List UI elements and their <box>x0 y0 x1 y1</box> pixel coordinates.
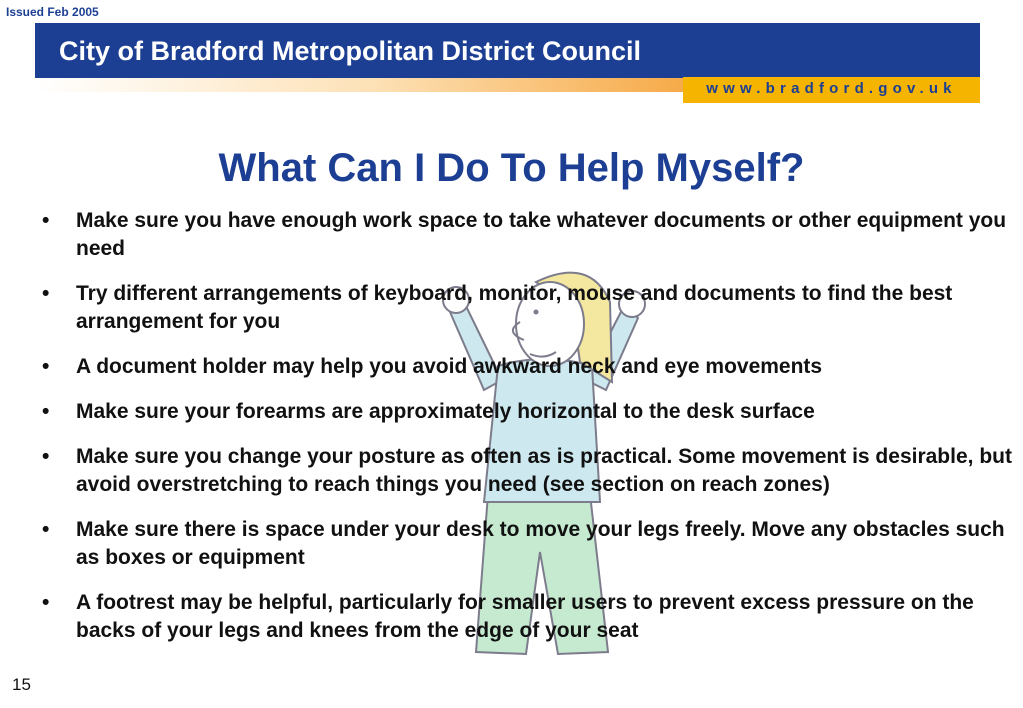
bullet-item <box>38 589 1023 645</box>
bullet-text: Make sure you have enough work space to take whatever documents or other equipment you need <box>76 209 1007 260</box>
bullet-marker: • <box>42 355 50 378</box>
bullet-item <box>38 353 1023 381</box>
bullet-item <box>38 398 1023 426</box>
bullet-text: Make sure there is space under your desk to move your legs freely. Move any obstacles such as boxes or equipment <box>76 518 1005 569</box>
bullet-text: Make sure you change your posture as often as is practical. Some movement is desirable, but avoid overstretching to reach things you need (see section on reach zones) <box>76 445 1012 496</box>
bullet-text: Try different arrangements of keyboard, monitor, mouse and documents to find the best arrangement for you <box>76 282 953 333</box>
bullet-item <box>38 516 1023 572</box>
bullet-text: A footrest may be helpful, particularly for smaller users to prevent excess pressure on the backs of your legs and knees from the edge of your seat <box>76 591 974 642</box>
bullet-marker: • <box>42 400 50 423</box>
council-name: City of Bradford Metropolitan District Council <box>59 36 642 66</box>
bullet-text: A document holder may help you avoid awkward neck and eye movements <box>76 355 823 378</box>
bullet-list <box>38 207 1023 662</box>
bullet-marker: • <box>42 282 50 305</box>
page-number: 15 <box>12 675 31 694</box>
bullet-marker: • <box>42 445 50 468</box>
slide-title: What Can I Do To Help Myself? <box>218 146 805 190</box>
issue-date: Issued Feb 2005 <box>6 5 99 19</box>
bullet-marker: • <box>42 591 50 614</box>
bullet-text: Make sure your forearms are approximately horizontal to the desk surface <box>76 400 815 423</box>
bullet-marker: • <box>42 209 50 232</box>
website-bar <box>683 77 980 103</box>
bullet-marker: • <box>42 518 50 541</box>
website-url: www.bradford.gov.uk <box>706 80 957 97</box>
bullet-item <box>38 280 1023 336</box>
header-banner <box>35 23 980 78</box>
bullet-item <box>38 443 1023 499</box>
bullet-item <box>38 207 1023 263</box>
